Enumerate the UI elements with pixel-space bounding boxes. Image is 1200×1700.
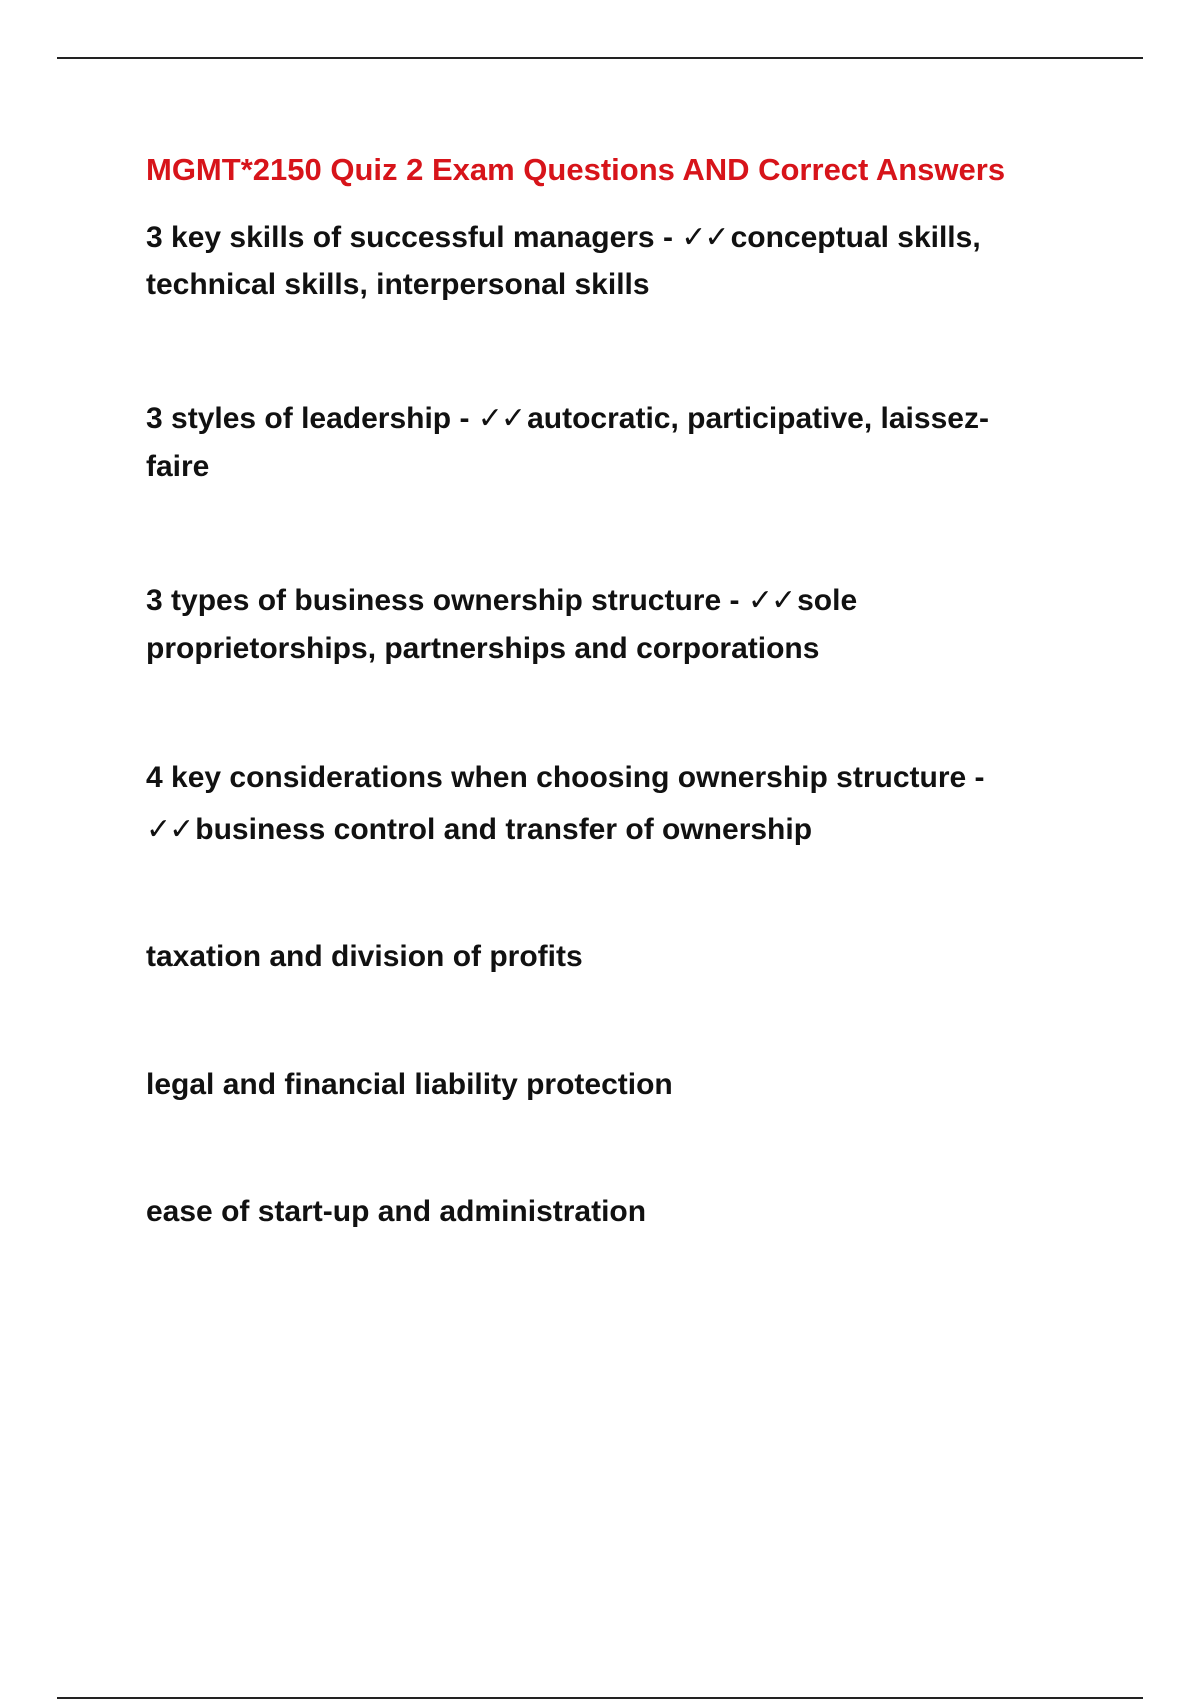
qa-item bbox=[146, 577, 1046, 673]
qa-item bbox=[146, 395, 1046, 491]
double-check-icon: ✓✓ bbox=[477, 401, 525, 436]
question-text: 3 styles of leadership - bbox=[146, 402, 478, 435]
answer-text: sole proprietorships, partnerships and corporations bbox=[146, 584, 858, 665]
answer-text: conceptual skills, technical skills, interpersonal skills bbox=[146, 221, 981, 301]
top-rule bbox=[57, 57, 1143, 59]
answer-continuation-line: taxation and division of profits bbox=[146, 940, 583, 973]
double-check-icon: ✓✓ bbox=[681, 220, 728, 255]
page-title: MGMT*2150 Quiz 2 Exam Questions AND Correct Answers bbox=[146, 152, 1006, 187]
question-text: 3 types of business ownership structure - bbox=[146, 584, 748, 617]
answer-text: autocratic, participative, laissez-faire bbox=[146, 402, 989, 483]
qa-item bbox=[146, 214, 1046, 308]
question-text: 3 key skills of successful managers - bbox=[146, 221, 682, 254]
question-text: 4 key considerations when choosing ownership structure - bbox=[146, 761, 985, 794]
qa-item bbox=[146, 752, 1046, 856]
double-check-icon: ✓✓ bbox=[146, 812, 193, 847]
answer-continuation-line: legal and financial liability protection bbox=[146, 1068, 673, 1101]
answer-continuation-line: ease of start-up and administration bbox=[146, 1195, 647, 1228]
double-check-icon: ✓✓ bbox=[747, 583, 795, 618]
answer-text: business control and transfer of ownership bbox=[195, 813, 813, 846]
bottom-rule bbox=[57, 1697, 1143, 1699]
